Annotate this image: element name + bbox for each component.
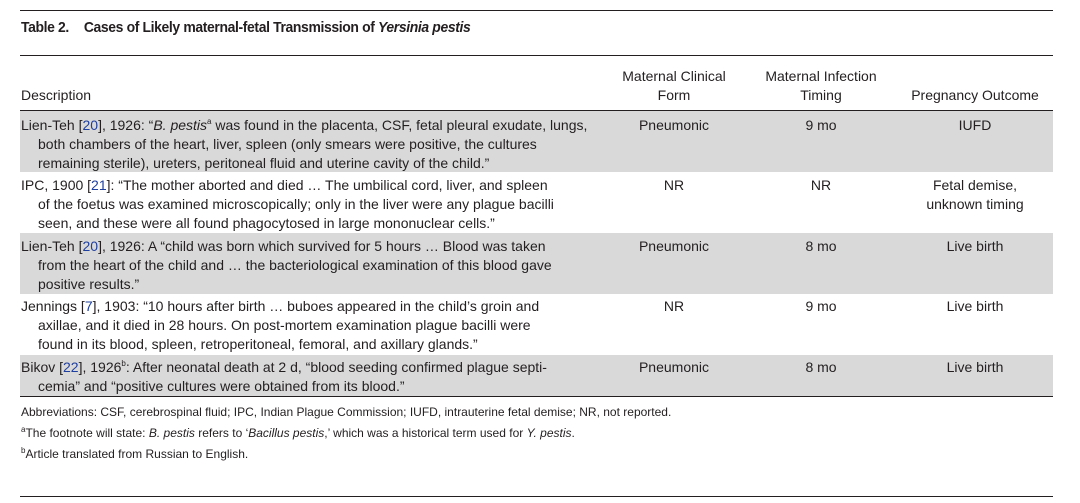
row-text: : After neonatal death at 2 d, “blood seeding confirmed plague septi- [125, 359, 547, 375]
row-text-line: remaining sterile), ureters, peritoneal fluid and uterine cavity of the child.” [38, 155, 490, 171]
footnote-mark: b [21, 446, 26, 455]
row-clinical-form: Pneumonic [638, 117, 710, 133]
row-author: Lien-Teh [ [21, 117, 83, 133]
footnote-b [21, 447, 248, 462]
footnote-mark: b [121, 359, 126, 368]
row-pregnancy-outcome [899, 297, 1051, 316]
header-infection-timing-l2: Timing [800, 87, 842, 103]
citation-link[interactable]: 22 [63, 359, 79, 375]
row-outcome-l1: Live birth [946, 298, 1004, 314]
footnote-mark: a [207, 117, 212, 126]
row-pregnancy-outcome [899, 358, 1051, 377]
table-title-text: Cases of Likely maternal-fetal Transmission of [83, 19, 379, 36]
row-outcome-l1: Fetal demise, [932, 177, 1018, 193]
table-row [20, 294, 1053, 355]
row-description [21, 116, 601, 173]
row-text: ], 1926: A “child was born which survived for 5 hours … Blood was taken [98, 238, 546, 254]
header-infection-timing-l1: Maternal Infection [765, 68, 877, 84]
row-author: Jennings [ [21, 298, 85, 314]
footnote-a [21, 426, 575, 441]
row-description [21, 237, 601, 294]
header-clinical-form-l1: Maternal Clinical [622, 68, 726, 84]
row-outcome-l1: Live birth [946, 238, 1004, 254]
citation-link[interactable]: 7 [84, 298, 93, 314]
row-author: IPC, 1900 [ [21, 177, 92, 193]
row-description [21, 358, 601, 396]
row-pregnancy-outcome [899, 116, 1051, 135]
row-author: Bikov [ [21, 359, 64, 375]
footnote-text: The footnote will state: [25, 426, 149, 440]
table-title [21, 19, 470, 36]
table-row [20, 233, 1053, 294]
row-infection-timing: 8 mo [805, 359, 837, 375]
row-text-line: of the foetus was examined microscopically; only in the liver were any plague bacilli [38, 196, 554, 212]
row-text-line: cemia” and “positive cultures were obtained from its blood.” [38, 378, 405, 394]
table-bottom-rule [20, 396, 1053, 397]
header-clinical-form [604, 67, 744, 105]
row-description [21, 297, 601, 354]
row-text: ], 1903: “10 hours after birth … buboes appeared in the child’s groin and [92, 298, 540, 314]
page-bottom-rule [20, 496, 1053, 497]
header-infection-timing [746, 67, 896, 105]
row-clinical-form: Pneumonic [638, 238, 710, 254]
header-pregnancy-outcome: Pregnancy Outcome [911, 87, 1039, 103]
row-text: ], 1926 [78, 359, 122, 375]
footnote-species: B. pestis [148, 426, 195, 440]
row-outcome-l2: unknown timing [926, 196, 1024, 212]
row-text: ], 1926: “ [98, 117, 154, 133]
top-rule [20, 10, 1053, 11]
row-text-line: seen, and these were all found phagocytosed in large mononuclear cells.” [38, 215, 495, 231]
row-text-line: from the heart of the child and … the bacteriological examination of this blood gave [38, 257, 552, 273]
table-number: Table 2. [21, 19, 69, 36]
row-text-line: both chambers of the heart, liver, spleen (only smears were positive, the cultures [38, 136, 537, 152]
footnote-species: Y. pestis [526, 426, 572, 440]
table-title-species: Yersinia pestis [378, 19, 471, 36]
citation-link[interactable]: 20 [82, 238, 99, 254]
row-pregnancy-outcome [899, 237, 1051, 256]
header-clinical-form-l2: Form [657, 87, 691, 103]
footnote-mark: a [21, 425, 26, 434]
row-clinical-form: NR [663, 298, 685, 314]
row-pregnancy-outcome [899, 176, 1051, 214]
row-author: Lien-Teh [ [21, 238, 83, 254]
citation-link[interactable]: 21 [91, 177, 107, 193]
row-outcome-l1: Live birth [946, 359, 1004, 375]
row-text: was found in the placenta, CSF, fetal pleural exudate, lungs, [211, 117, 588, 133]
row-clinical-form: NR [663, 177, 685, 193]
citation-link[interactable]: 20 [82, 117, 99, 133]
row-species: B. pestis [153, 117, 208, 133]
title-rule [20, 55, 1053, 56]
row-description [21, 176, 601, 233]
row-clinical-form: Pneumonic [638, 359, 710, 375]
row-infection-timing: NR [810, 177, 832, 193]
footnote-abbreviations: Abbreviations: CSF, cerebrospinal fluid; IPC, Indian Plague Commission; IUFD, intrauterine fetal demise; NR, not reported. [21, 405, 672, 419]
footnote-text: refers to ‘ [194, 426, 249, 440]
footnote-text: . [571, 426, 575, 440]
table-row [20, 111, 1053, 172]
row-outcome-l1: IUFD [958, 117, 992, 133]
row-text-line: positive results.” [38, 276, 140, 292]
table-row [20, 172, 1053, 233]
row-text: ]: “The mother aborted and died … The umbilical cord, liver, and spleen [106, 177, 548, 193]
footnote-text: ,’ which was a historical term used for [324, 426, 527, 440]
row-text-line: found in its blood, spleen, retroperitoneal, femoral, and axillary glands.” [38, 336, 478, 352]
table-row [20, 355, 1053, 396]
row-infection-timing: 9 mo [805, 117, 837, 133]
row-text-line: axillae, and it died in 28 hours. On post-mortem examination plague bacilli were [38, 317, 531, 333]
row-infection-timing: 9 mo [805, 298, 837, 314]
row-infection-timing: 8 mo [805, 238, 837, 254]
footnote-text: Article translated from Russian to English. [25, 447, 249, 461]
footnote-species: Bacillus pestis [248, 426, 325, 440]
header-description: Description [21, 87, 92, 103]
